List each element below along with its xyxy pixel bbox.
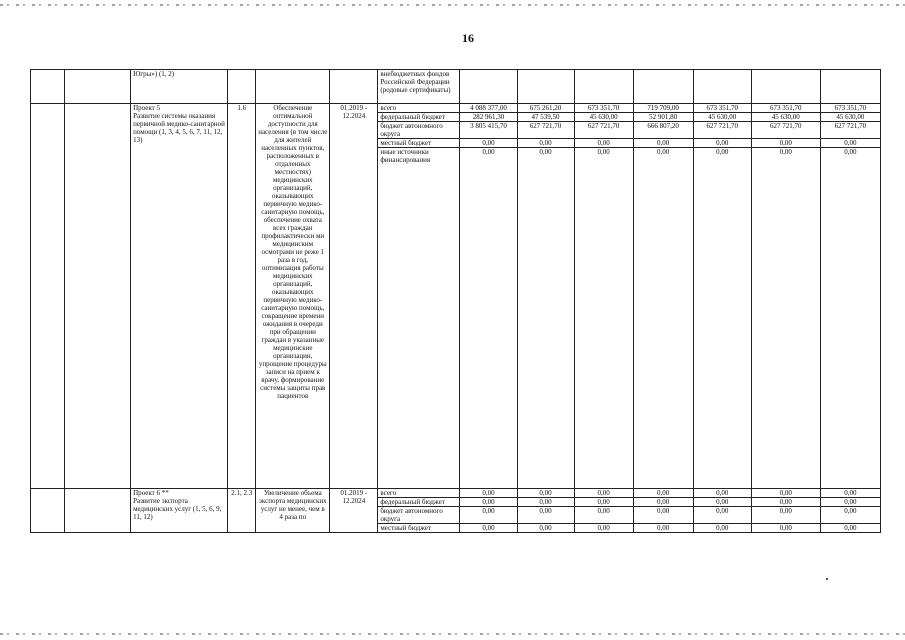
project5-code: 1.6 xyxy=(228,104,256,489)
project6-period: 01.2019 - 12.2024 xyxy=(330,489,378,533)
amount-cell: 0,00 xyxy=(517,139,574,148)
amount-cell: 0,00 xyxy=(820,148,880,489)
amount-cell: 0,00 xyxy=(633,498,693,507)
amount-cell: 627 721,70 xyxy=(820,122,880,139)
amount-cell: 0,00 xyxy=(820,524,880,533)
cell-index xyxy=(31,70,65,104)
amount-cell: 4 088 377,00 xyxy=(460,104,517,113)
funding-source: федеральный бюджет xyxy=(378,498,460,507)
amount-cell: 0,00 xyxy=(574,498,633,507)
amount-cell: 0,00 xyxy=(517,507,574,524)
amount-cell: 0,00 xyxy=(460,507,517,524)
amount-cell: 3 805 415,70 xyxy=(460,122,517,139)
amount-cell: 0,00 xyxy=(693,489,751,498)
project6-description: Развитие экспорта медицинских услуг (1, 5, 6, 9, 11, 12) xyxy=(133,497,222,521)
project6-result: Увеличение объема экспорта медицинских услуг не менее, чем в 4 раза по xyxy=(256,489,330,533)
amount-cell: 0,00 xyxy=(751,489,820,498)
funding-source: внебюджетных фондов Российской Федерации (родовые сертификаты) xyxy=(378,70,460,104)
page-number: 16 xyxy=(462,31,474,45)
amount-cell: 0,00 xyxy=(460,148,517,489)
amount-cell: 0,00 xyxy=(693,498,751,507)
amount-cell: 0,00 xyxy=(693,139,751,148)
amount-cell: 0,00 xyxy=(574,489,633,498)
amount-cell: 0,00 xyxy=(820,489,880,498)
project6-name xyxy=(131,489,228,533)
scan-speck xyxy=(826,578,828,580)
amount-cell: 0,00 xyxy=(574,524,633,533)
amount-cell: 0,00 xyxy=(574,148,633,489)
amount-cell: 0,00 xyxy=(751,498,820,507)
amount-cell: 0,00 xyxy=(517,148,574,489)
amount-cell: 0,00 xyxy=(574,139,633,148)
amount-cell: 627 721,70 xyxy=(693,122,751,139)
amount-cell: 627 721,70 xyxy=(751,122,820,139)
amount-cell: 0,00 xyxy=(460,524,517,533)
amount-cell: 282 961,30 xyxy=(460,113,517,122)
project5-title: Проект 5 xyxy=(133,104,160,112)
continuation-row xyxy=(31,70,881,104)
amount-cell: 45 630,00 xyxy=(751,113,820,122)
amount-cell: 675 261,20 xyxy=(517,104,574,113)
funding-source: иные источники финансирования xyxy=(378,148,460,489)
amount-cell: 0,00 xyxy=(517,498,574,507)
amount-cell: 45 630,00 xyxy=(693,113,751,122)
funding-source: всего xyxy=(378,104,460,113)
amount-cell: 666 807,20 xyxy=(633,122,693,139)
project6-row-total xyxy=(31,489,881,498)
funding-source: местный бюджет xyxy=(378,524,460,533)
cell-code xyxy=(65,70,131,104)
project5-row-total xyxy=(31,104,881,113)
amount-cell: 45 630,00 xyxy=(820,113,880,122)
amount-cell: 52 901,80 xyxy=(633,113,693,122)
amount-cell: 0,00 xyxy=(751,524,820,533)
amount-cell: 673 351,70 xyxy=(751,104,820,113)
funding-source: бюджет автономного округа xyxy=(378,507,460,524)
amount-cell: 0,00 xyxy=(460,489,517,498)
amount-cell: 45 630,00 xyxy=(574,113,633,122)
funding-source: всего xyxy=(378,489,460,498)
amount-cell: 673 351,70 xyxy=(820,104,880,113)
amount-cell: 0,00 xyxy=(751,507,820,524)
funding-source: бюджет автономного округа xyxy=(378,122,460,139)
amount-cell: 0,00 xyxy=(693,524,751,533)
amount-cell: 0,00 xyxy=(633,507,693,524)
amount-cell: 627 721,70 xyxy=(574,122,633,139)
project5-period: 01.2019 - 12.2024 xyxy=(330,104,378,489)
amount-cell: 0,00 xyxy=(693,148,751,489)
scan-artifact-bottom xyxy=(0,633,905,635)
program-table xyxy=(30,69,881,533)
amount-cell: 0,00 xyxy=(820,507,880,524)
project5-name xyxy=(131,104,228,489)
amount-cell: 0,00 xyxy=(751,139,820,148)
amount-cell: 0,00 xyxy=(751,148,820,489)
amount-cell: 0,00 xyxy=(460,139,517,148)
amount-cell: 0,00 xyxy=(517,524,574,533)
amount-cell: 0,00 xyxy=(633,489,693,498)
amount-cell: 0,00 xyxy=(633,139,693,148)
amount-cell: 0,00 xyxy=(517,489,574,498)
amount-cell: 673 351,70 xyxy=(693,104,751,113)
amount-cell: 0,00 xyxy=(633,148,693,489)
amount-cell: 0,00 xyxy=(633,524,693,533)
amount-cell: 0,00 xyxy=(820,139,880,148)
cell-project-name: Югры») (1, 2) xyxy=(131,70,228,104)
amount-cell: 0,00 xyxy=(693,507,751,524)
project5-description: Развитие системы оказания первичной медико-санитарной помощи (1, 3, 4, 5, 6, 7, 11, 12, 13) xyxy=(133,112,225,144)
project6-title: Проект 6 ** xyxy=(133,489,169,497)
funding-source: местный бюджет xyxy=(378,139,460,148)
scan-artifact-top xyxy=(0,4,905,6)
funding-source: федеральный бюджет xyxy=(378,113,460,122)
amount-cell: 47 539,50 xyxy=(517,113,574,122)
amount-cell: 0,00 xyxy=(460,498,517,507)
amount-cell: 0,00 xyxy=(574,507,633,524)
amount-cell: 627 721,70 xyxy=(517,122,574,139)
amount-cell: 0,00 xyxy=(820,498,880,507)
project5-result: Обеспечение оптимальной доступности для населения (в том числе для жителей населенных пунктов, расположенных в отдаленных местностях) медицинских организаций, оказывающих первичную медико-санитарную помощь, обеспечение охвата всех граждан профилактически ми медицинским осмотрами не реже 1 раза в год, оптимизация работы медицинских организаций, оказывающих первичную медико-санитарную помощь, сокращение времени ожидания в очереди при обращении граждан в указанные медицинские организации, упрощение процедуры записи на прием к врачу, формирование системы защиты прав пациентов xyxy=(256,104,330,489)
project6-code: 2.1, 2.3 xyxy=(228,489,256,533)
amount-cell: 719 709,00 xyxy=(633,104,693,113)
amount-cell: 673 351,70 xyxy=(574,104,633,113)
